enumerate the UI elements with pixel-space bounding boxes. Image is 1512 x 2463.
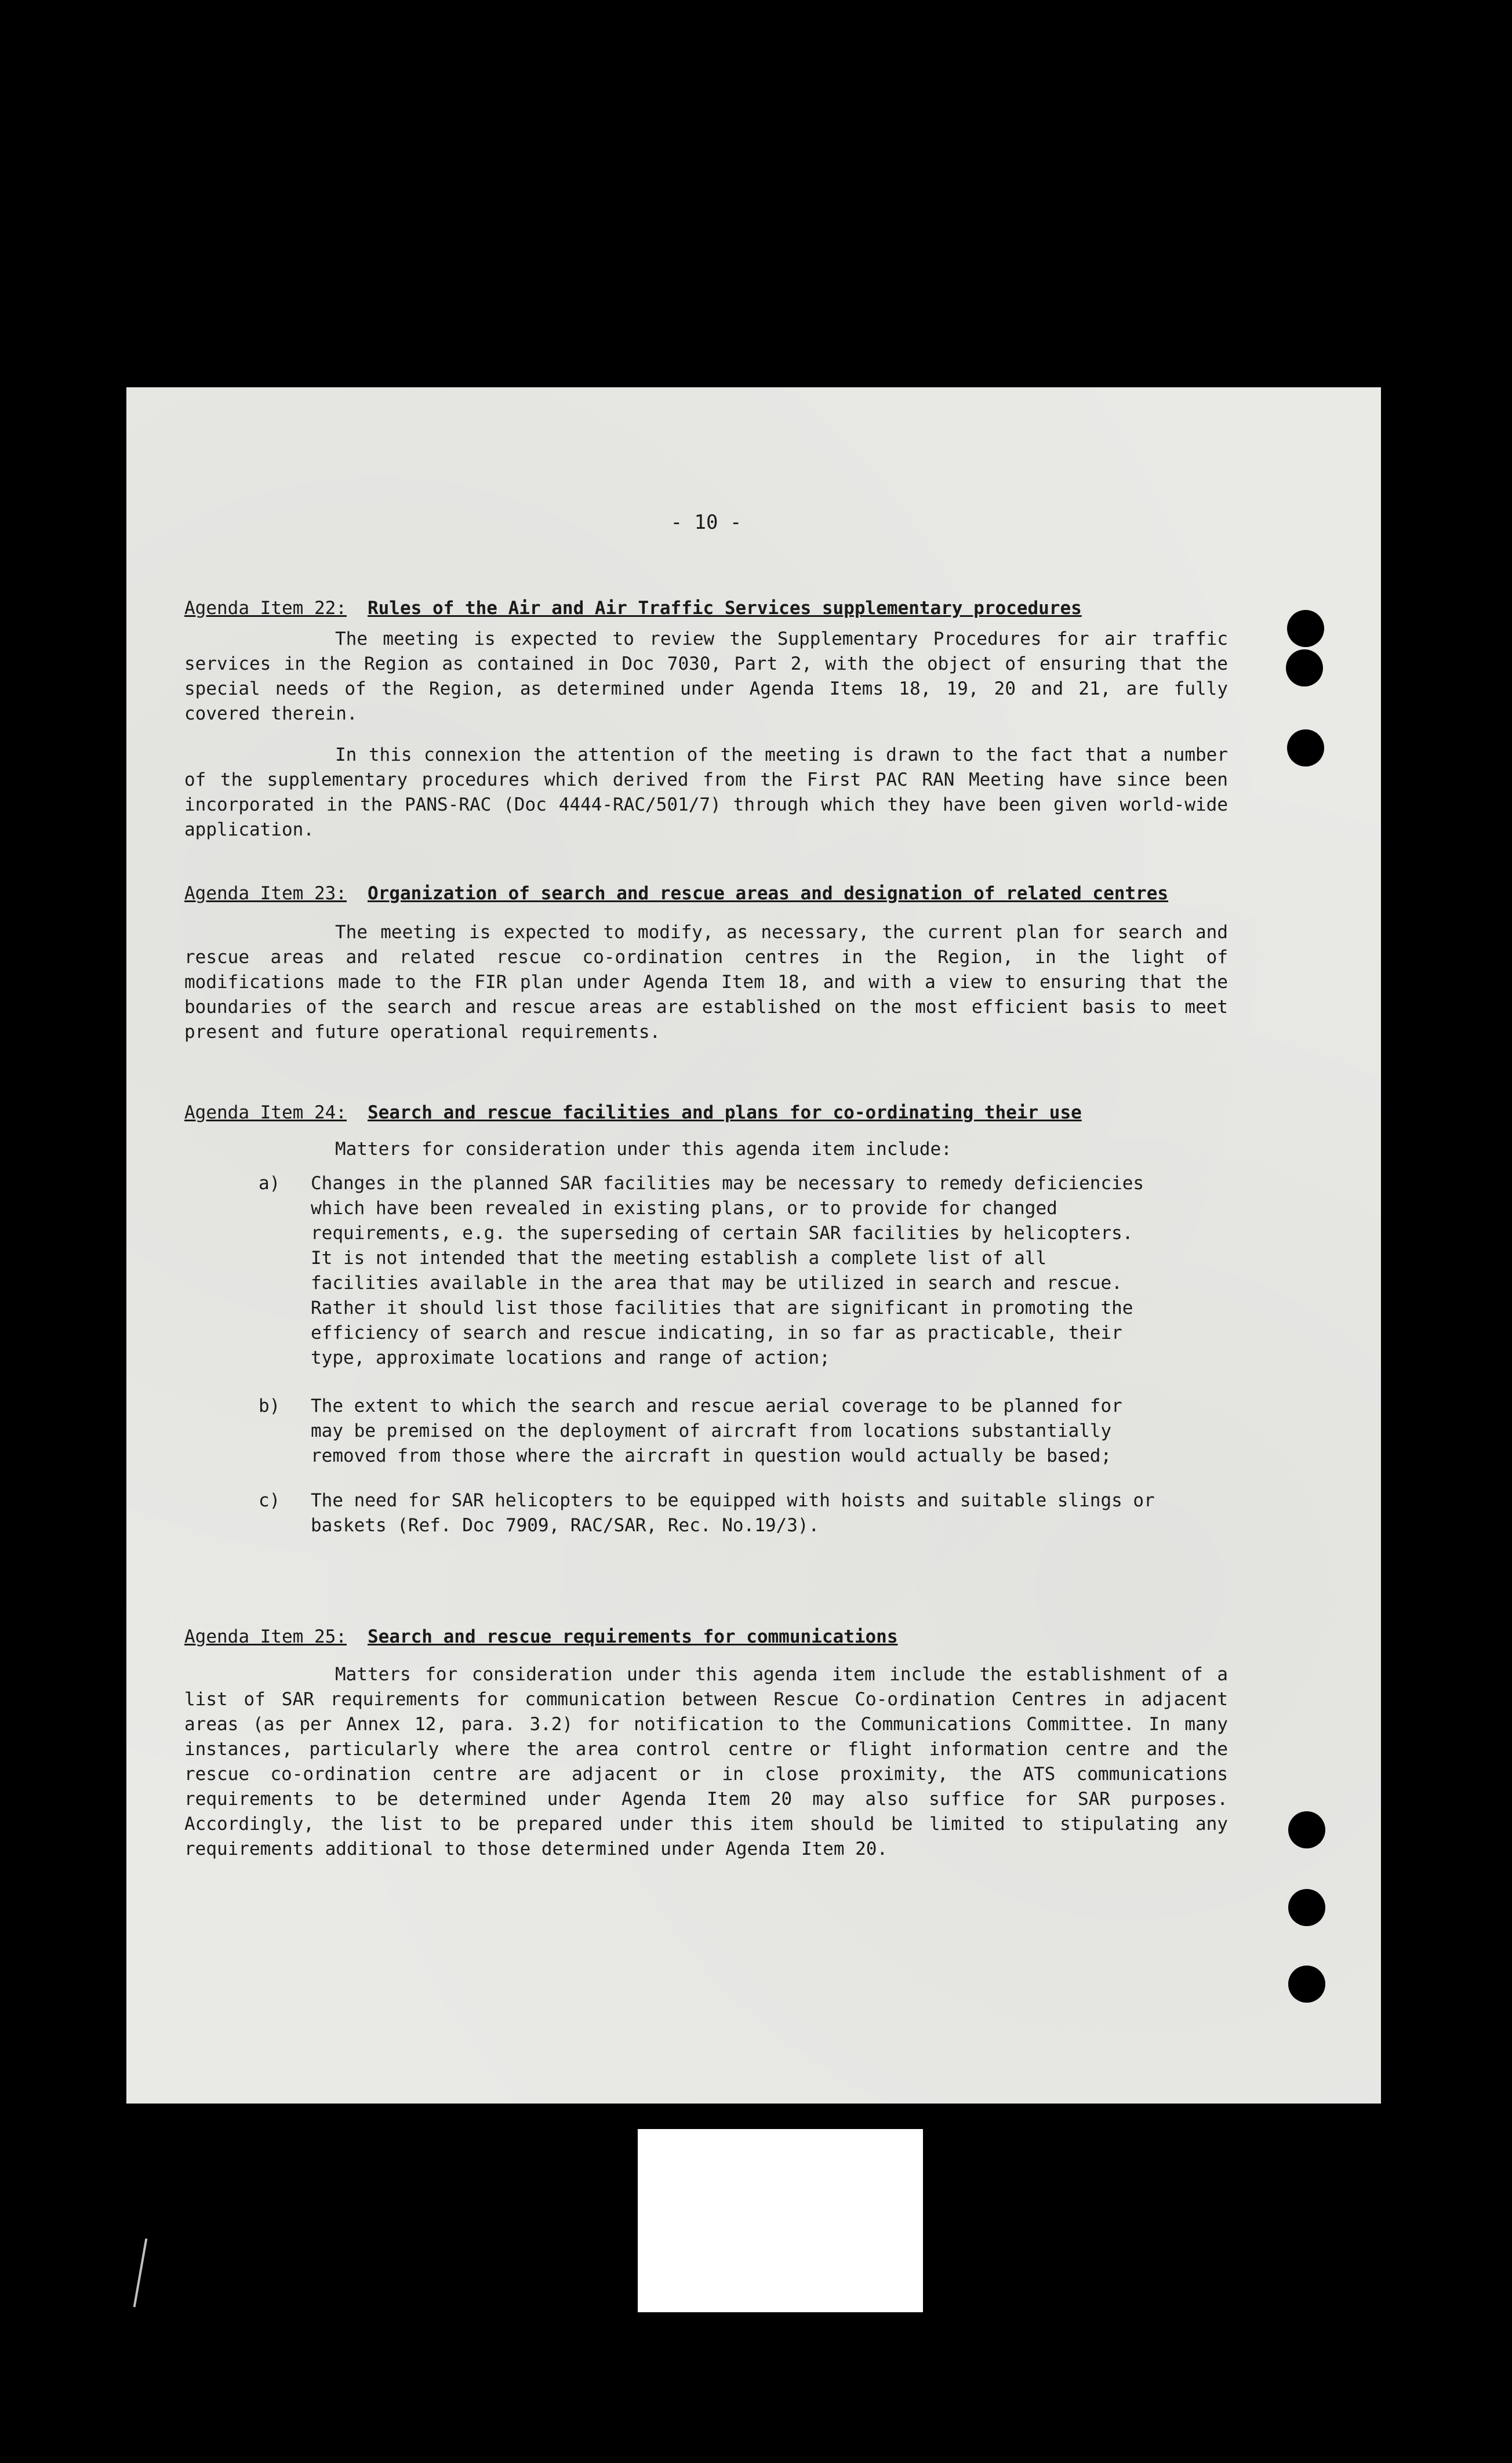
agenda-item-label: Agenda Item 25: xyxy=(184,1626,347,1647)
agenda-item-25 xyxy=(184,1625,1228,1862)
intro-text: Matters for consideration under this agenda item include: xyxy=(335,1139,952,1160)
punch-hole-4 xyxy=(1288,1811,1325,1848)
punch-hole-3 xyxy=(1287,729,1324,766)
punch-hole-1 xyxy=(1287,610,1324,647)
film-mark xyxy=(133,2239,148,2308)
punch-hole-2 xyxy=(1286,649,1323,686)
blank-card xyxy=(638,2129,923,2312)
sub-item-letter: c) xyxy=(259,1490,281,1511)
sub-item-letter: b) xyxy=(259,1396,281,1416)
agenda-item-label: Agenda Item 22: xyxy=(184,598,347,619)
agenda-item-title: Organization of search and rescue areas and designation of related centres xyxy=(367,883,1169,904)
sub-item-a xyxy=(184,1171,1228,1371)
agenda-item-heading xyxy=(184,596,1228,621)
agenda-item-label: Agenda Item 24: xyxy=(184,1102,347,1123)
punch-hole-6 xyxy=(1288,1966,1325,2003)
page-number: - 10 - xyxy=(670,511,742,534)
agenda-item-label: Agenda Item 23: xyxy=(184,883,347,904)
agenda-item-22 xyxy=(184,596,1228,842)
paragraph: Matters for consideration under this agenda item include the establishment of a list of SAR requirements for communication between Rescue Co-ordination Centres in adjacent areas (as per Annex 12, para. 3.2) for notification to the Communications Committee. In many instances, particularly where the area control centre or flight information centre and the rescue co-ordination centre are adjacent or in close proximity, the ATS communications requirements to be determined under Agenda Item 20 may also suffice for SAR purposes. Accordingly, the list to be prepared under this item should be limited to stipulating any requirements additional to those determined under Agenda Item 20. xyxy=(184,1664,1228,1859)
agenda-item-title: Rules of the Air and Air Traffic Services supplementary procedures xyxy=(367,598,1082,619)
agenda-item-title: Search and rescue facilities and plans for co-ordinating their use xyxy=(367,1102,1082,1123)
sub-item-c xyxy=(184,1488,1228,1538)
agenda-item-heading xyxy=(184,1100,1228,1125)
sub-item-letter: a) xyxy=(259,1173,281,1194)
document-page xyxy=(126,387,1381,2104)
agenda-item-title: Search and rescue requirements for communications xyxy=(367,1626,898,1647)
agenda-item-heading xyxy=(184,881,1228,906)
agenda-item-heading xyxy=(184,1625,1228,1650)
paragraph: The meeting is expected to modify, as necessary, the current plan for search and rescue areas and related rescue co-ordination centres in the Region, in the light of modifications made to the FIR plan under Agenda Item 18, and with a view to ensuring that the boundaries of the search and rescue areas are established on the most efficient basis to meet present and future operational requirements. xyxy=(184,922,1228,1042)
sub-item-text: The extent to which the search and rescue aerial coverage to be planned for may be premised on the deployment of aircraft from locations substantially removed from those where the aircraft in question would actually be based; xyxy=(311,1396,1122,1466)
paragraph: In this connexion the attention of the meeting is drawn to the fact that a number of the supplementary procedures which derived from the First PAC RAN Meeting have since been incorporated in the PANS-RAC (Doc 4444-RAC/501/7) through which they have been given world-wide application. xyxy=(184,744,1228,840)
agenda-item-24 xyxy=(184,1100,1228,1538)
sub-item-b xyxy=(184,1394,1228,1469)
sub-item-text: The need for SAR helicopters to be equipped with hoists and suitable slings or baskets (Ref. Doc 7909, RAC/SAR, Rec. No.19/3). xyxy=(311,1490,1155,1536)
paragraph: The meeting is expected to review the Supplementary Procedures for air traffic services in the Region as contained in Doc 7030, Part 2, with the object of ensuring that the special needs of the Region, as determined under Agenda Items 18, 19, 20 and 21, are fully covered therein. xyxy=(184,629,1228,724)
punch-hole-5 xyxy=(1288,1889,1325,1926)
sub-item-text: Changes in the planned SAR facilities may be necessary to remedy deficiencies which have been revealed in existing plans, or to provide for changed requirements, e.g. the superseding of certain SAR facilities by helicopters. It is not intended that the meeting establish a complete list of all facilities available in the area that may be utilized in search and rescue. Rather it should list those facilities that are significant in promoting the efficiency of search and rescue indicating, in so far as practicable, their type, approximate locations and range of action; xyxy=(311,1173,1144,1368)
agenda-item-23 xyxy=(184,881,1228,1045)
